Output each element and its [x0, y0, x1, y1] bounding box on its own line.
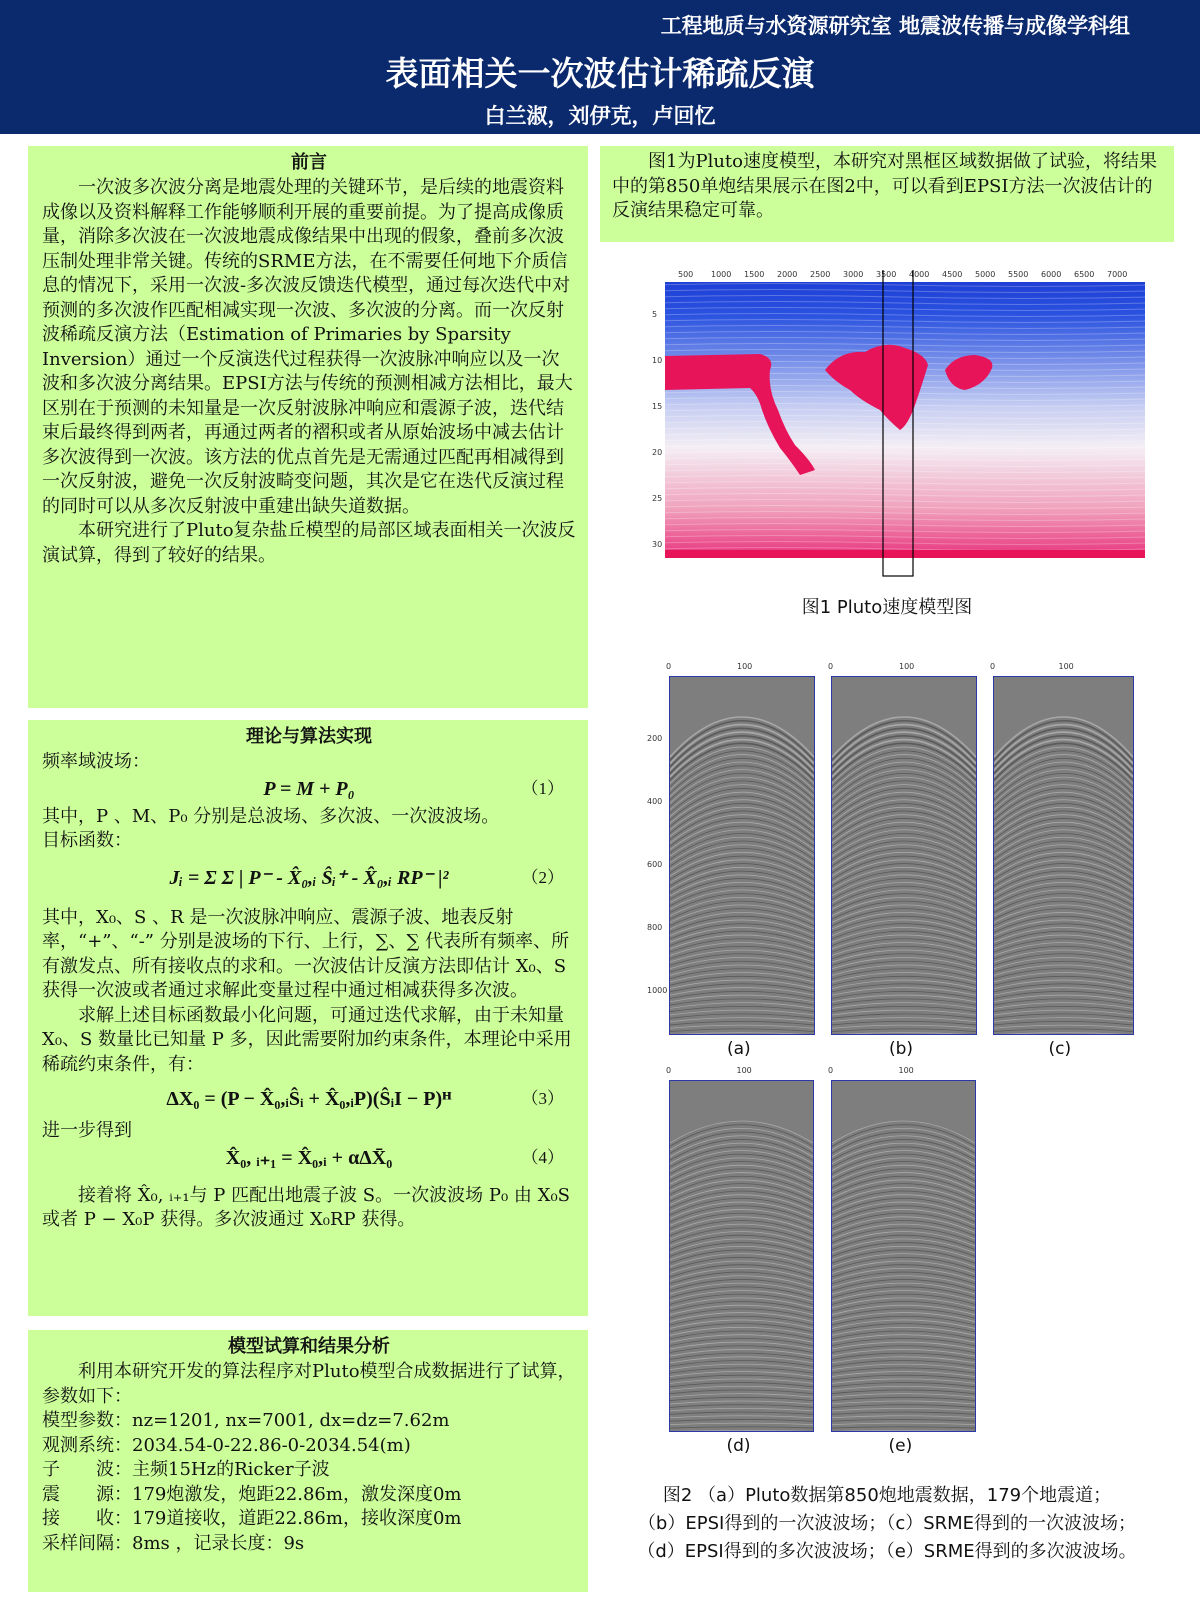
seismic-event: [832, 1401, 975, 1404]
seismic-event: [670, 912, 814, 929]
seismic-event: [832, 1213, 975, 1229]
seismic-event: [994, 916, 1133, 932]
seismic-event: [832, 1246, 975, 1260]
seismic-event: [832, 1003, 976, 1009]
figure-1-caption: 图1 Pluto速度模型图: [801, 597, 973, 618]
seismic-event: [670, 1357, 813, 1363]
seismic-event: [670, 1364, 813, 1370]
seismic-event: [670, 1430, 813, 1431]
seismic-event: [832, 1364, 975, 1370]
equation-1-number: （1）: [521, 778, 564, 798]
fig2-x-tick-zero: 0: [828, 662, 834, 671]
authors: 白兰淑，刘伊克，卢回忆: [484, 104, 716, 128]
equation-2: [42, 854, 576, 906]
seismic-event: [994, 935, 1133, 949]
fig1-x-tick: 7000: [1107, 270, 1128, 279]
equation-3-expr: ΔX₀ = (P − X̂₀,ᵢŜᵢ + X̂₀,ᵢP)(ŜᵢI − P)ᴴ: [166, 1088, 452, 1110]
seismic-event: [832, 1353, 975, 1359]
fig2-x-tick-zero: 0: [666, 662, 672, 671]
seismic-event: [670, 1353, 813, 1359]
seismic-event: [994, 766, 1133, 800]
theory-heading: 理论与算法实现: [246, 726, 372, 747]
seismic-event: [832, 995, 976, 1002]
seismic-event: [832, 1394, 975, 1398]
equation-1-expr: P = M + P₀: [263, 777, 355, 800]
seismic-event: [670, 751, 814, 787]
fig2-x-tick: 100: [898, 1066, 914, 1075]
fig1-x-tick: 3000: [843, 270, 864, 279]
seismic-event: [670, 777, 814, 810]
model-param-3: 子 波：主频15Hz的Ricker子波: [42, 1459, 330, 1480]
preface-paragraph-2: 本研究进行了Pluto复杂盐丘模型的局部区域表面相关一次波反演试算，得到了较好的结果。: [42, 520, 576, 566]
seismic-panel: [831, 1080, 976, 1432]
figure-2-caption-line-3: （d）EPSI得到的多次波波场；（e）SRME得到的多次波波场。: [637, 1541, 1137, 1562]
seismic-event: [832, 762, 976, 797]
fig1-x-tick: 6500: [1074, 270, 1095, 279]
fig2-x-tick: 100: [899, 662, 915, 671]
equation-3: [42, 1085, 576, 1119]
seismic-event: [832, 1202, 975, 1219]
fig1-x-tick: 500: [678, 270, 694, 279]
fig1-x-tick: 2000: [777, 270, 798, 279]
seismic-event: [670, 1427, 813, 1428]
seismic-event: [994, 1003, 1133, 1009]
fig1-x-tick: 4500: [942, 270, 963, 279]
equation-2-expr: Jᵢ = Σ Σ | P⁻ - X̂₀,ᵢ Ŝᵢ⁺ - X̂₀,ᵢ RP⁻ |²: [169, 866, 449, 889]
model-param-2: 观测系统：2034.54-0-22.86-0-2034.54(m): [42, 1434, 411, 1456]
seismic-event: [670, 1243, 813, 1257]
seismic-panel: [669, 1080, 814, 1432]
header-banner: [0, 0, 1200, 134]
seismic-event: [994, 1029, 1133, 1032]
seismic-event: [832, 999, 976, 1005]
fig1-y-tick: 5: [652, 310, 658, 319]
theory-line-fields: 其中，P 、M、P₀ 分别是总波场、多次波、一次波波场。: [42, 805, 500, 827]
seismic-event: [670, 950, 814, 962]
fig2-y-tick: 200: [647, 734, 663, 743]
seismic-event: [832, 897, 976, 915]
seismic-event: [994, 950, 1133, 962]
seismic-event: [670, 1033, 814, 1034]
seismic-event: [994, 999, 1133, 1005]
model-param-4: 震 源：179炮激发，炮距22.86m，激发深度0m: [42, 1483, 462, 1505]
seismic-event: [670, 1372, 813, 1377]
fig1-x-tick: 4000: [909, 270, 930, 279]
seismic-event: [832, 773, 976, 806]
seismic-event: [832, 1368, 975, 1373]
equation-4-number: （4）: [521, 1147, 564, 1167]
seismic-event: [670, 1006, 814, 1011]
fig1-x-tick: 5500: [1008, 270, 1029, 279]
seismic-event: [994, 777, 1133, 810]
seismic-event: [832, 1423, 975, 1425]
seismic-event: [832, 1198, 975, 1215]
seismic-event: [832, 1412, 975, 1414]
seismic-event: [670, 1261, 813, 1274]
seismic-event: [832, 1268, 975, 1280]
seismic-event: [832, 766, 976, 800]
seismic-event: [832, 1405, 975, 1408]
fig2-y-tick: 400: [647, 797, 663, 806]
seismic-event: [994, 1006, 1133, 1011]
seismic-event: [832, 818, 976, 846]
seismic-event: [670, 1397, 813, 1400]
seismic-event: [832, 1243, 975, 1257]
fig1-y-tick: 20: [652, 448, 663, 457]
equation-2-number: （2）: [521, 867, 564, 887]
figure-1: [650, 270, 1150, 580]
seismic-event: [832, 1357, 975, 1363]
seismic-event: [994, 818, 1133, 846]
seismic-event: [670, 1209, 813, 1225]
preface-paragraph-1: 一次波多次波分离是地震处理的关键环节，是后续的地震资料成像以及资料解释工作能够顺利开展的重要前提。为了提高成像质量，消除多次波在一次波地震成像结果中出现的假象，叠前多次波压制处理非常关键。传统的SRME方法，在不需要任何地下介质信息的情况下，采用一次波-多次波反馈迭代模型，通过每次迭代中对预测的多次波作匹配相减实现一次波、多次波的分离。而一次反射波稀疏反演方法（Estimation of Primaries by Sparsity Inversion）通过一个反演迭代过程获得一次波脉冲响应以及一次波和多次波分离结果。EPSI方法与传统的预测相减方法相比，最大区别在于预测的未知量是一次反射波脉冲响应和震源子波，迭代结束后最终得到两者，再通过两者的褶积或者从原始波场中减去估计多次波得到一次波。该方法的优点首先是无需通过匹配再相减得到一次反射波，避免一次反射波畸变问题，其次是它在迭代反演过程的同时可以从多次反射波中重建出缺失道数据。: [42, 177, 573, 517]
theory-panel: [28, 720, 588, 1316]
seismic-event: [832, 1349, 975, 1356]
fig1-y-tick: 10: [652, 356, 663, 365]
fig2-x-tick-zero: 0: [828, 1066, 834, 1075]
seismic-event: [670, 1021, 814, 1025]
seismic-event: [832, 1261, 975, 1274]
equation-1: [42, 775, 576, 805]
fig1-x-tick: 3500: [876, 270, 897, 279]
seismic-event: [670, 747, 814, 783]
seismic-event: [832, 1408, 975, 1411]
seismic-event: [994, 747, 1133, 783]
seismic-event: [832, 1206, 975, 1222]
seismic-event: [832, 1021, 976, 1025]
seismic-event: [670, 1010, 814, 1015]
deep-layer: [665, 550, 1145, 558]
seismic-event: [832, 1010, 976, 1015]
fig1-y-tick: 25: [652, 494, 663, 503]
seismic-event: [670, 1202, 813, 1219]
seismic-panel: [831, 676, 977, 1035]
seismic-event: [832, 1372, 975, 1377]
seismic-event: [832, 747, 976, 783]
seismic-event: [832, 1360, 975, 1366]
theory-line-objective: 目标函数：: [42, 830, 132, 851]
seismic-event: [994, 770, 1133, 804]
seismic-event: [994, 751, 1133, 787]
seismic-event: [832, 1006, 976, 1011]
seismic-event: [832, 1416, 975, 1418]
velocity-model-image: [650, 270, 1150, 580]
seismic-event: [670, 909, 814, 926]
seismic-event: [832, 912, 976, 929]
figure-2-caption-line-1: 图2 （a）Pluto数据第850炮地震数据，179个地震道；: [662, 1485, 1112, 1506]
seismic-event: [832, 1180, 975, 1198]
fig1-x-tick: 5000: [975, 270, 996, 279]
seismic-event: [670, 766, 814, 800]
seismic-event: [994, 1025, 1133, 1028]
seismic-panel: [993, 676, 1134, 1035]
seismic-event: [832, 1265, 975, 1277]
fig1-x-tick: 2500: [810, 270, 831, 279]
seismic-event: [832, 1033, 976, 1034]
preface-heading: 前言: [291, 152, 327, 173]
seismic-event: [994, 946, 1133, 959]
seismic-event: [994, 1021, 1133, 1025]
seismic-event: [670, 1268, 813, 1280]
fig2-x-tick: 100: [736, 1066, 752, 1075]
fig2-panel-label: (c): [1048, 1039, 1072, 1059]
seismic-panel: [669, 676, 815, 1035]
seismic-event: [832, 909, 976, 926]
seismic-event: [832, 1176, 975, 1194]
seismic-event: [670, 1401, 813, 1404]
seismic-event: [670, 897, 814, 915]
seismic-event: [994, 909, 1133, 926]
seismic-event: [832, 777, 976, 810]
seismic-event: [832, 770, 976, 804]
seismic-event: [670, 1416, 813, 1418]
seismic-event: [670, 1265, 813, 1277]
seismic-event: [670, 1368, 813, 1373]
fig1-x-tick: 6000: [1041, 270, 1062, 279]
seismic-event: [670, 1003, 814, 1009]
seismic-event: [994, 773, 1133, 806]
seismic-event: [670, 1272, 813, 1284]
fig1-x-tick: 1000: [711, 270, 732, 279]
seismic-event: [994, 1033, 1133, 1034]
seismic-event: [670, 762, 814, 797]
seismic-event: [670, 999, 814, 1005]
lab-name: 工程地质与水资源研究室 地震波传播与成像学科组: [660, 14, 1130, 38]
figure-2-caption-line-2: （b）EPSI得到的一次波波场；（c）SRME得到的一次波波场；: [637, 1513, 1137, 1534]
seismic-event: [994, 995, 1133, 1002]
fig2-panel-label: (b): [889, 1039, 914, 1059]
seismic-event: [832, 1430, 975, 1431]
model-panel: [28, 1330, 588, 1592]
model-param-6: 采样间隔：8ms ，记录长度：9s: [42, 1532, 305, 1554]
figure-intro-panel: [600, 146, 1174, 242]
seismic-event: [994, 954, 1133, 966]
theory-line-result: 接着将 X̂₀, ᵢ₊₁与 P 匹配出地震子波 S。一次波波场 P₀ 由 X₀S 或者 P − X₀P 获得。多次波通过 X₀RP 获得。: [42, 1184, 570, 1230]
seismic-event: [994, 912, 1133, 929]
model-param-5: 接 收：179道接收，道距22.86m，接收深度0m: [42, 1508, 462, 1529]
fig2-panel-label: (a): [727, 1039, 751, 1059]
model-param-1: 模型参数：nz=1201, nx=7001, dx=dz=7.62m: [42, 1410, 450, 1431]
seismic-event: [670, 770, 814, 804]
fig2-x-tick-zero: 0: [666, 1066, 672, 1075]
seismic-event: [832, 1025, 976, 1028]
seismic-event: [832, 1209, 975, 1225]
seismic-event: [832, 935, 976, 949]
seismic-event: [832, 954, 976, 966]
fig2-y-tick: 600: [647, 860, 663, 869]
theory-line-freq: 频率域波场：: [42, 751, 150, 772]
seismic-event: [670, 1180, 813, 1198]
model-intro: 利用本研究开发的算法程序对Pluto模型合成数据进行了试算，参数如下：: [42, 1361, 576, 1407]
seismic-event: [832, 1173, 975, 1192]
theory-line-iteration: 求解上述目标函数最小化问题，可通过迭代求解，由于未知量 X₀、S 数量比已知量 P 多，因此需要附加约束条件，本理论中采用稀疏约束条件，有：: [42, 1004, 572, 1075]
model-heading: 模型试算和结果分析: [228, 1336, 390, 1357]
seismic-event: [670, 1423, 813, 1425]
seismic-event: [994, 762, 1133, 797]
theory-line-variables: 其中，X₀、S 、R 是一次波脉冲响应、震源子波、地表反射率，“+”、“-” 分别是波场的下行、上行，∑、∑ 代表所有频率、所有激发点、所有接收点的求和。一次波估计反演方法即估计 X₀、S 获得一次波或者通过求解此变量过程中通过相减获得多次波。: [42, 906, 570, 1001]
seismic-event: [994, 897, 1133, 915]
theory-line-further: 进一步得到: [42, 1120, 132, 1141]
fig2-x-tick: 100: [1058, 662, 1074, 671]
seismic-event: [832, 946, 976, 959]
figure-intro-text: 图1为Pluto速度模型，本研究对黑框区域数据做了试验，将结果中的第850单炮结果展示在图2中，可以看到EPSI方法一次波估计的反演结果稳定可靠。: [612, 151, 1157, 221]
seismic-event: [670, 1029, 814, 1032]
seismic-event: [670, 1176, 813, 1194]
seismic-event: [670, 1408, 813, 1411]
seismic-event: [832, 1419, 975, 1421]
seismic-event: [670, 773, 814, 806]
seismic-event: [670, 1206, 813, 1222]
seismic-event: [670, 1349, 813, 1356]
fig2-x-tick: 100: [737, 662, 753, 671]
seismic-event: [832, 1272, 975, 1284]
preface-panel: [28, 146, 588, 708]
seismic-event: [670, 1025, 814, 1028]
seismic-event: [670, 935, 814, 949]
fig2-y-tick: 1000: [647, 986, 668, 995]
seismic-event: [832, 1427, 975, 1428]
seismic-event: [670, 916, 814, 932]
seismic-event: [670, 1412, 813, 1414]
equation-3-number: （3）: [521, 1089, 564, 1108]
seismic-event: [670, 1213, 813, 1229]
poster-title: 表面相关一次波估计稀疏反演: [385, 54, 815, 93]
fig2-x-tick-zero: 0: [990, 662, 996, 671]
seismic-event: [670, 1198, 813, 1215]
fig1-x-tick: 1500: [744, 270, 765, 279]
fig2-panel-label: (e): [888, 1436, 913, 1456]
seismic-event: [670, 1173, 813, 1192]
seismic-event: [832, 751, 976, 787]
fig2-y-tick: 800: [647, 923, 663, 932]
seismic-event: [670, 818, 814, 846]
fig1-y-tick: 30: [652, 540, 663, 549]
seismic-event: [670, 1405, 813, 1408]
fig1-y-tick: 15: [652, 402, 663, 411]
seismic-event: [670, 1394, 813, 1398]
seismic-event: [832, 1397, 975, 1400]
seismic-event: [670, 1419, 813, 1421]
seismic-event: [670, 1390, 813, 1394]
fig2-panel-label: (d): [726, 1436, 751, 1456]
equation-4-expr: X̂₀, ᵢ₊₁ = X̂₀,ᵢ + αΔX̄₀: [225, 1146, 393, 1169]
seismic-event: [994, 1010, 1133, 1015]
equation-4: [42, 1144, 576, 1184]
seismic-event: [670, 946, 814, 959]
seismic-event: [670, 1360, 813, 1366]
seismic-event: [670, 1246, 813, 1260]
seismic-event: [670, 954, 814, 966]
figure-2-caption: [600, 1482, 1174, 1566]
seismic-event: [832, 916, 976, 932]
seismic-event: [832, 1029, 976, 1032]
seismic-event: [832, 1390, 975, 1394]
seismic-event: [832, 950, 976, 962]
seismic-event: [670, 995, 814, 1002]
